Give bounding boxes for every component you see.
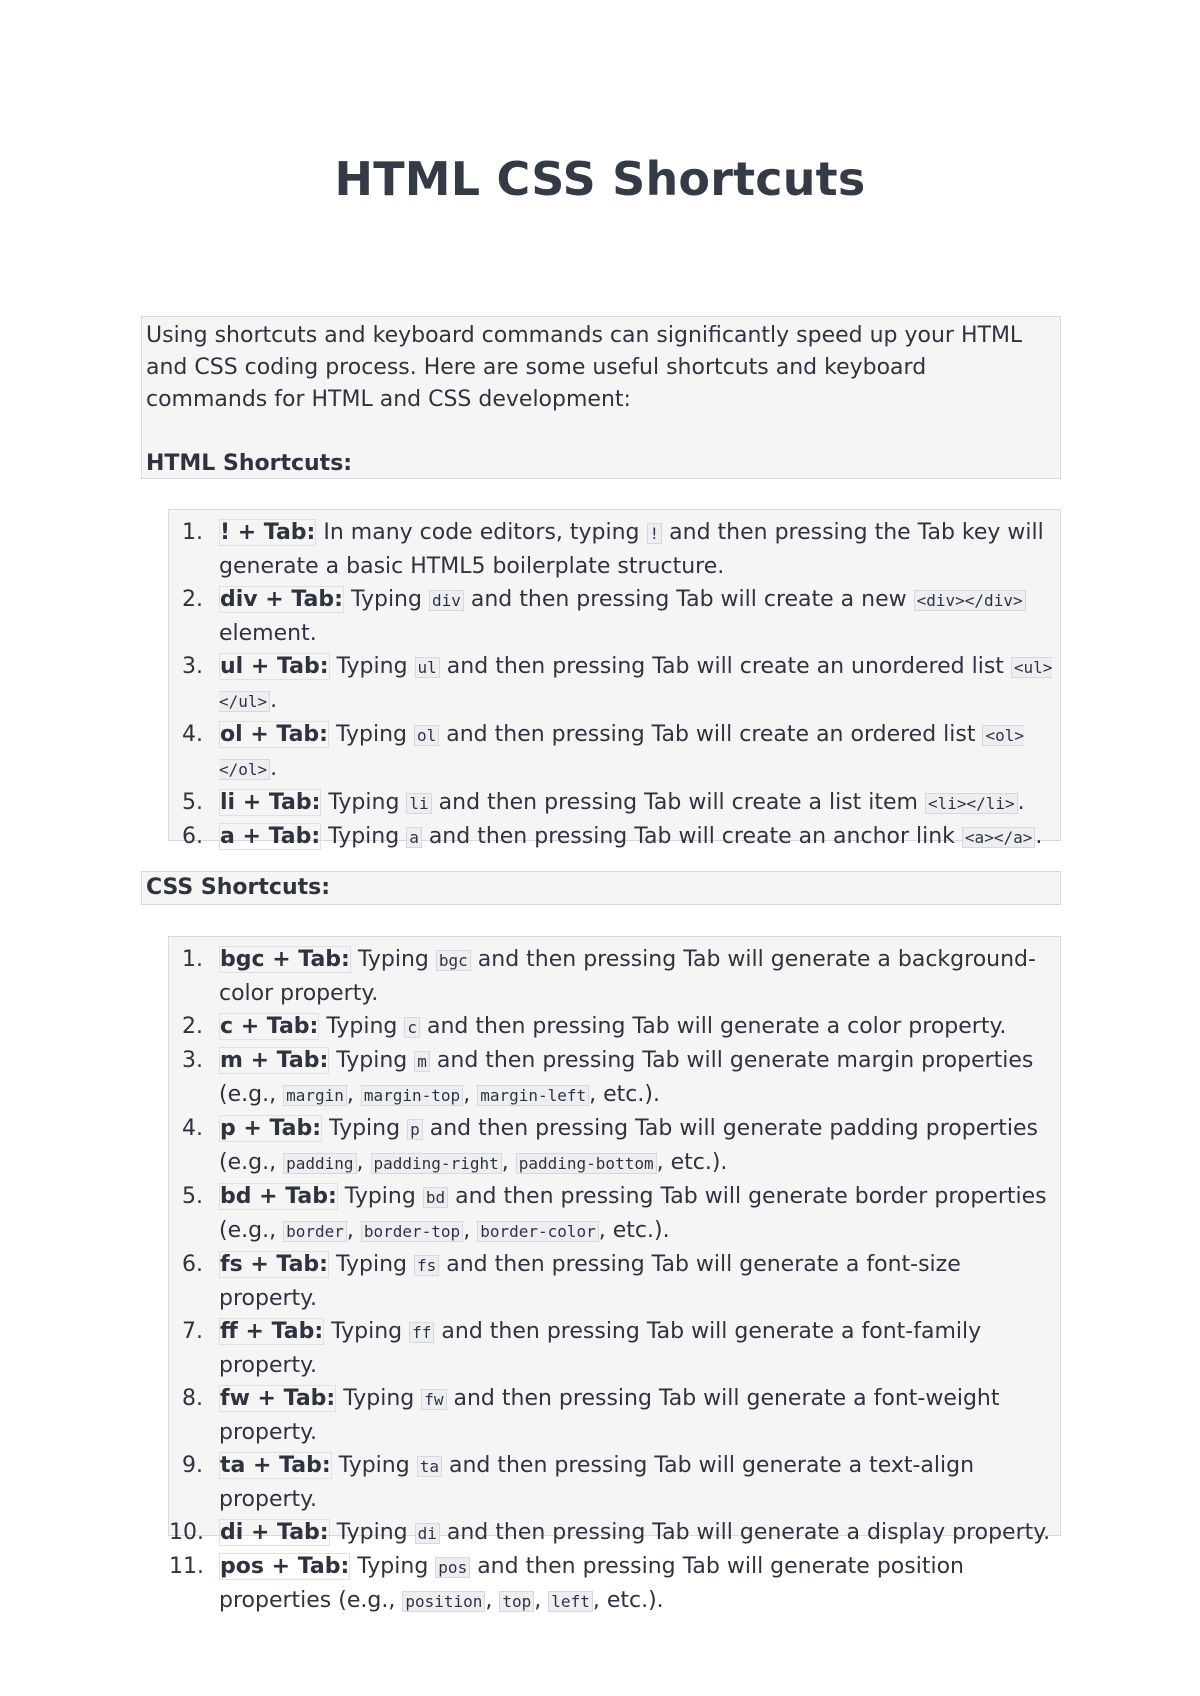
code-snippet: <ul></ul> <box>219 658 1053 711</box>
list-item: 4. ol + Tab: Typing ol and then pressing Tab will create an ordered list <ol></ol> . <box>169 718 1056 786</box>
item-number: 8. <box>182 1386 203 1411</box>
code-snippet: m <box>414 1051 430 1072</box>
css-shortcuts-list-box <box>168 936 1061 1613</box>
shortcut-key: ta + Tab: <box>220 1453 331 1478</box>
code-snippet: pos <box>435 1557 470 1578</box>
shortcut-key: li + Tab: <box>220 790 321 815</box>
code-snippet: margin <box>283 1085 347 1106</box>
html-shortcuts-list <box>169 516 1056 854</box>
code-snippet: padding <box>283 1153 356 1174</box>
css-shortcuts-list <box>169 943 1056 1618</box>
shortcut-key: ff + Tab: <box>220 1319 324 1344</box>
code-snippet: bd <box>423 1187 448 1208</box>
item-number: 6. <box>182 824 203 849</box>
shortcut-key: ! + Tab: <box>220 520 316 545</box>
shortcut-key: div + Tab: <box>220 587 343 612</box>
code-snippet: border-color <box>477 1221 599 1242</box>
code-snippet: ff <box>409 1322 434 1343</box>
list-item: 11. pos + Tab: Typing pos and then pressing Tab will generate position properties (e.g., position , top , left , etc.). <box>169 1550 1056 1618</box>
html-shortcuts-heading: HTML Shortcuts: <box>146 451 353 476</box>
item-number: 5. <box>182 1184 203 1209</box>
shortcut-key: a + Tab: <box>220 824 321 849</box>
intro-box <box>141 316 1061 479</box>
shortcut-key: fw + Tab: <box>220 1386 336 1411</box>
code-snippet: ul <box>415 657 440 678</box>
shortcut-key: m + Tab: <box>220 1048 329 1073</box>
shortcut-key: fs + Tab: <box>220 1252 328 1277</box>
code-snippet: c <box>404 1017 420 1038</box>
html-shortcuts-list-box <box>168 509 1061 849</box>
code-snippet: left <box>548 1591 593 1612</box>
list-item: 3. m + Tab: Typing m and then pressing Tab will generate margin properties (e.g., margin , margin-top , margin-left , etc.). <box>169 1044 1056 1112</box>
item-number: 4. <box>182 1116 203 1141</box>
item-number: 6. <box>182 1252 203 1277</box>
item-number: 2. <box>182 1014 203 1039</box>
code-snippet: li <box>406 793 431 814</box>
intro-paragraph: Using shortcuts and keyboard commands can significantly speed up your HTML and CSS coding process. Here are some useful shortcuts and keyboard commands for HTML and CSS development: <box>146 323 1023 412</box>
code-snippet: fs <box>414 1255 439 1276</box>
item-number: 4. <box>182 722 203 747</box>
shortcut-key: bgc + Tab: <box>220 947 350 972</box>
code-snippet: <li></li> <box>925 793 1018 814</box>
code-snippet: border <box>283 1221 347 1242</box>
item-number: 7. <box>182 1319 203 1344</box>
list-item: 9. ta + Tab: Typing ta and then pressing Tab will generate a text-align property. <box>169 1449 1056 1516</box>
code-snippet: bgc <box>436 950 471 971</box>
code-snippet: <div></div> <box>914 590 1026 611</box>
list-item: 6. a + Tab: Typing a and then pressing Tab will create an anchor link <a></a> . <box>169 820 1056 854</box>
code-snippet: ta <box>417 1456 442 1477</box>
item-number: 1. <box>182 947 203 972</box>
shortcut-key: ol + Tab: <box>220 722 328 747</box>
item-number: 9. <box>182 1453 203 1478</box>
css-shortcuts-heading: CSS Shortcuts: <box>146 875 331 900</box>
code-snippet: padding-right <box>371 1153 502 1174</box>
item-number: 11. <box>169 1554 204 1579</box>
item-number: 5. <box>182 790 203 815</box>
code-snippet: di <box>415 1523 440 1544</box>
item-number: 3. <box>182 1048 203 1073</box>
shortcut-key: di + Tab: <box>220 1520 329 1545</box>
code-snippet: border-top <box>361 1221 463 1242</box>
list-item: 3. ul + Tab: Typing ul and then pressing Tab will create an unordered list <ul></ul> . <box>169 650 1056 718</box>
list-item: 6. fs + Tab: Typing fs and then pressing Tab will generate a font-size property. <box>169 1248 1056 1315</box>
shortcut-key: p + Tab: <box>220 1116 322 1141</box>
item-number: 3. <box>182 654 203 679</box>
code-snippet: margin-left <box>477 1085 589 1106</box>
item-number: 2. <box>182 587 203 612</box>
list-item: 1. bgc + Tab: Typing bgc and then pressing Tab will generate a background-color property. <box>169 943 1056 1010</box>
list-item: 7. ff + Tab: Typing ff and then pressing Tab will generate a font-family property. <box>169 1315 1056 1382</box>
list-item: 2. c + Tab: Typing c and then pressing Tab will generate a color property. <box>169 1010 1056 1044</box>
list-item: 10. di + Tab: Typing di and then pressing Tab will generate a display property. <box>169 1516 1056 1550</box>
list-item: 2. div + Tab: Typing div and then pressing Tab will create a new <div></div> element. <box>169 583 1056 650</box>
shortcut-key: c + Tab: <box>220 1014 319 1039</box>
code-snippet: ol <box>414 725 439 746</box>
shortcut-key: bd + Tab: <box>220 1184 337 1209</box>
list-item: 1. ! + Tab: In many code editors, typing ! and then pressing the Tab key will generate a basic HTML5 boilerplate structure. <box>169 516 1056 583</box>
list-item: 4. p + Tab: Typing p and then pressing Tab will generate padding properties (e.g., padding , padding-right , padding-bottom , etc.). <box>169 1112 1056 1180</box>
page-title: HTML CSS Shortcuts <box>334 152 866 206</box>
item-number: 10. <box>169 1520 204 1545</box>
code-snippet: ! <box>647 523 663 544</box>
code-snippet: div <box>429 590 464 611</box>
code-snippet: <ol></ol> <box>219 726 1024 779</box>
code-snippet: fw <box>421 1389 446 1410</box>
code-snippet: p <box>407 1119 423 1140</box>
list-item: 5. li + Tab: Typing li and then pressing Tab will create a list item <li></li> . <box>169 786 1056 820</box>
shortcut-key: ul + Tab: <box>220 654 329 679</box>
item-number: 1. <box>182 520 203 545</box>
shortcut-key: pos + Tab: <box>220 1554 350 1579</box>
list-item: 8. fw + Tab: Typing fw and then pressing Tab will generate a font-weight property. <box>169 1382 1056 1449</box>
code-snippet: a <box>406 827 422 848</box>
css-heading-box <box>141 871 1061 905</box>
code-snippet: <a></a> <box>962 827 1035 848</box>
code-snippet: padding-bottom <box>516 1153 657 1174</box>
code-snippet: top <box>499 1591 534 1612</box>
code-snippet: margin-top <box>361 1085 463 1106</box>
list-item: 5. bd + Tab: Typing bd and then pressing Tab will generate border properties (e.g., border , border-top , border-color , etc.). <box>169 1180 1056 1248</box>
code-snippet: position <box>402 1591 485 1612</box>
